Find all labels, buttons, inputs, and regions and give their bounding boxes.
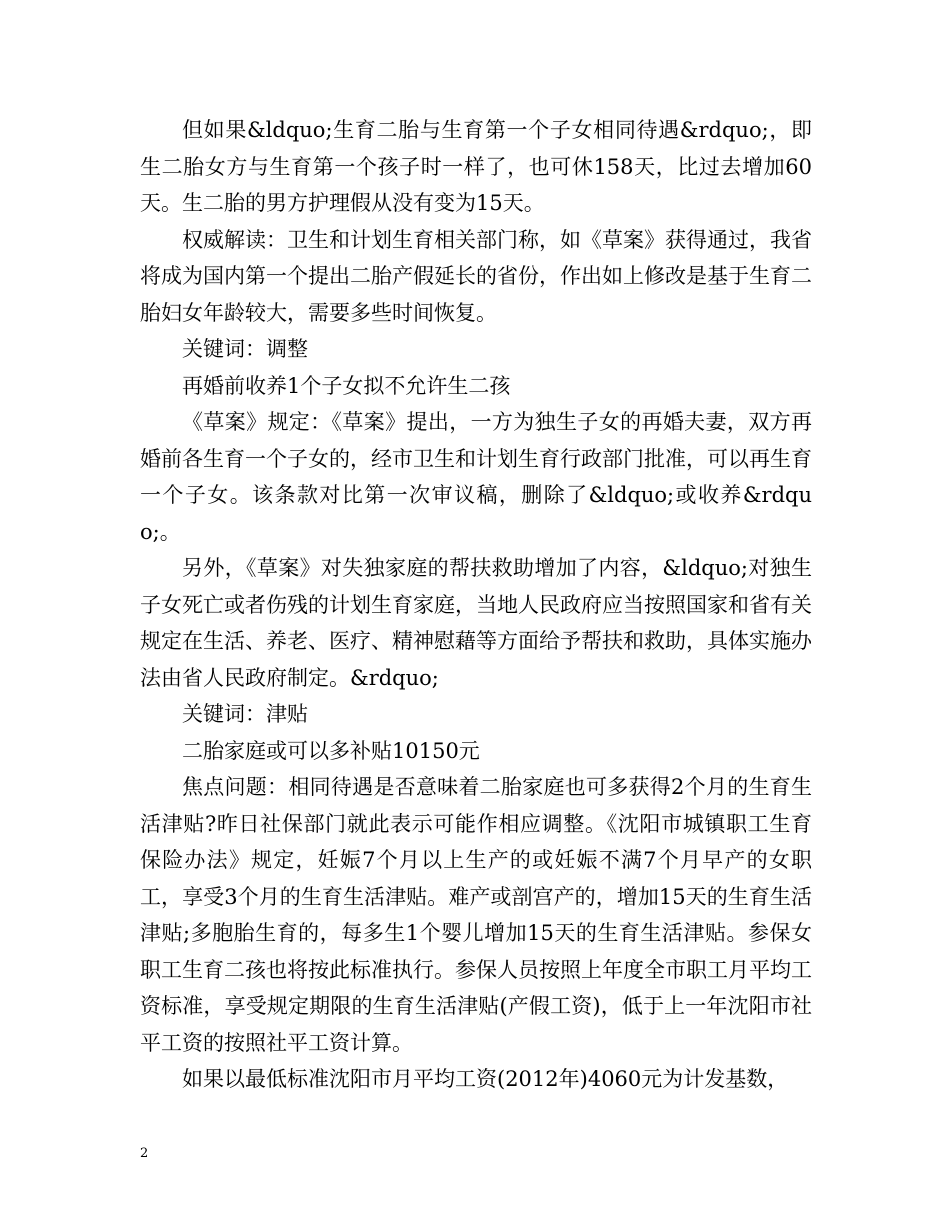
keyword-allowance: 关键词：津贴: [182, 702, 308, 726]
subheading-subsidy: 二胎家庭或可以多补贴10150元: [182, 738, 480, 763]
paragraph-authority-interpretation: 权威解读：卫生和计划生育相关部门称，如《草案》获得通过，我省将成为国内第一个提出二胎产假延长的省份，作出如上修改是基于生育二胎妇女年龄较大，需要多些时间恢复。: [140, 227, 812, 325]
paragraph-leave-days: 但如果&ldquo;生育二胎与生育第一个子女相同待遇&rdquo;，即生二胎女方与生育第一个孩子时一样了，也可休158天，比过去增加60天。生二胎的男方护理假从没有变为15天。: [140, 118, 812, 215]
subheading-remarriage: 再婚前收养1个子女拟不允许生二孩: [182, 373, 511, 398]
body-text: [140, 112, 812, 1098]
keyword-adjustment: 关键词：调整: [182, 337, 308, 361]
paragraph-bereaved-families: 另外，《草案》对失独家庭的帮扶救助增加了内容，&ldquo;对独生子女死亡或者伤残的计划生育家庭，当地人民政府应当按照国家和省有关规定在生活、养老、医疗、精神慰藉等方面给予帮扶和救助，具体实施办法由省人民政府制定。&rdquo;: [140, 556, 812, 690]
paragraph-draft-provision: 《草案》规定：《草案》提出，一方为独生子女的再婚夫妻，双方再婚前各生育一个子女的，经市卫生和计划生育行政部门批准，可以再生育一个子女。该条款对比第一次审议稿，删除了&ldquo;或收养&rdquo;。: [140, 410, 812, 544]
page-number: 2: [140, 1146, 149, 1161]
paragraph-focus-question: 焦点问题：相同待遇是否意味着二胎家庭也可多获得2个月的生育生活津贴?昨日社保部门就此表示可能作相应调整。《沈阳市城镇职工生育保险办法》规定，妊娠7个月以上生产的或妊娠不满7个月早产的女职工，享受3个月的生育生活津贴。难产或剖宫产的，增加15天的生育生活津贴;多胞胎生育的，每多生1个婴儿增加15天的生育生活津贴。参保女职工生育二孩也将按此标准执行。参保人员按照上年度全市职工月平均工资标准，享受规定期限的生育生活津贴(产假工资)，低于上一年沈阳市社平工资的按照社平工资计算。: [140, 775, 812, 1055]
paragraph-calculation-base: 如果以最低标准沈阳市月平均工资(2012年)4060元为计发基数，: [182, 1067, 789, 1091]
